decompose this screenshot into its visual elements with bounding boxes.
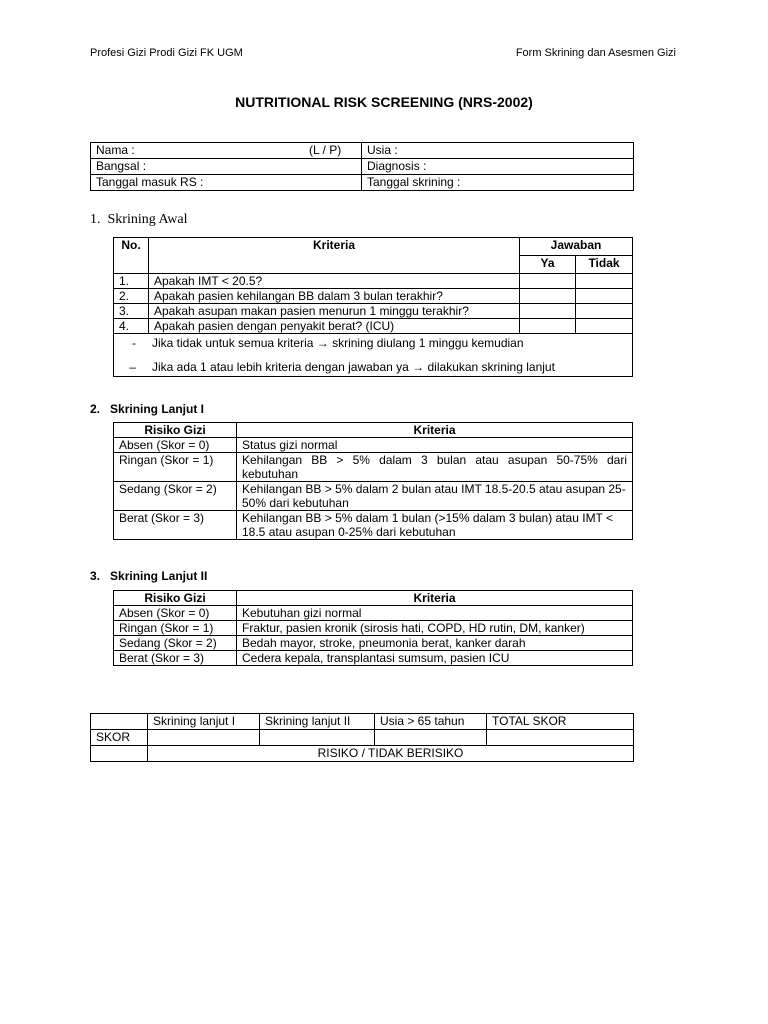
col-tidak-header: Tidak	[576, 256, 633, 274]
col-kriteria-header: Kriteria	[149, 238, 520, 274]
risk-label: Berat (Skor = 3)	[114, 651, 237, 666]
skrining-lanjut-2-table	[113, 590, 633, 666]
answer-tidak-cell[interactable]	[576, 274, 633, 289]
skor-total-cell[interactable]	[487, 730, 634, 746]
skrining-lanjut-1-table	[113, 422, 633, 540]
skor-lanjut2-cell[interactable]	[260, 730, 375, 746]
risk-label: Ringan (Skor = 1)	[114, 621, 237, 636]
usia-field[interactable]: Usia :	[362, 143, 634, 159]
answer-ya-cell[interactable]	[520, 319, 576, 334]
score-header-total: TOTAL SKOR	[487, 714, 634, 730]
risk-label: Absen (Skor = 0)	[114, 606, 237, 621]
score-corner-cell	[91, 714, 148, 730]
risk-label: Absen (Skor = 0)	[114, 438, 237, 453]
risk-criteria: Kehilangan BB > 5% dalam 1 bulan (>15% dalam 3 bulan) atau IMT < 18.5 atau asupan 0-25% dari kebutuhan	[237, 511, 633, 540]
col-jawaban-header: Jawaban	[520, 238, 633, 256]
diagnosis-field[interactable]: Diagnosis :	[362, 159, 634, 175]
result-corner-cell	[91, 746, 148, 762]
risk-result-cell[interactable]: RISIKO / TIDAK BERISIKO	[148, 746, 634, 762]
dash-bullet: –	[129, 360, 136, 374]
row-text: Apakah pasien dengan penyakit berat? (ICU)	[149, 319, 520, 334]
skor-label: SKOR	[91, 730, 148, 746]
risk-label: Sedang (Skor = 2)	[114, 636, 237, 651]
row-text: Apakah IMT < 20.5?	[149, 274, 520, 289]
risk-criteria: Kehilangan BB > 5% dalam 2 bulan atau IMT 18.5-20.5 atau asupan 25-50% dari kebutuhan	[237, 482, 633, 511]
risk-label: Ringan (Skor = 1)	[114, 453, 237, 482]
row-no: 4.	[114, 319, 149, 334]
col-no-header: No.	[114, 238, 149, 274]
score-header-lanjut2: Skrining lanjut II	[260, 714, 375, 730]
note-text: Jika tidak untuk semua kriteria → skrining diulang 1 minggu kemudian	[152, 336, 524, 350]
section1-heading	[90, 212, 188, 228]
risk-criteria: Kehilangan BB > 5% dalam 3 bulan atau asupan 50-75% dari kebutuhan	[237, 453, 633, 482]
risk-criteria: Fraktur, pasien kronik (sirosis hati, COPD, HD rutin, DM, kanker)	[237, 621, 633, 636]
row-no: 3.	[114, 304, 149, 319]
answer-tidak-cell[interactable]	[576, 304, 633, 319]
risk-criteria: Kebutuhan gizi normal	[237, 606, 633, 621]
tanggal-skrining-field[interactable]: Tanggal skrining :	[362, 175, 634, 191]
table-row	[114, 511, 633, 540]
answer-ya-cell[interactable]	[520, 304, 576, 319]
answer-tidak-cell[interactable]	[576, 289, 633, 304]
nama-field[interactable]	[91, 143, 362, 159]
skor-usia-cell[interactable]	[375, 730, 487, 746]
table-row	[114, 319, 633, 334]
header-right: Form Skrining dan Asesmen Gizi	[515, 47, 676, 59]
score-header-usia: Usia > 65 tahun	[375, 714, 487, 730]
risk-criteria: Bedah mayor, stroke, pneumonia berat, kanker darah	[237, 636, 633, 651]
table-row	[114, 651, 633, 666]
tanggal-masuk-field[interactable]: Tanggal masuk RS :	[91, 175, 362, 191]
page-title: NUTRITIONAL RISK SCREENING (NRS-2002)	[235, 94, 533, 110]
table-row	[114, 621, 633, 636]
section3-title: 3. Skrining Lanjut II	[90, 569, 208, 583]
notes-cell	[114, 334, 633, 377]
row-text: Apakah asupan makan pasien menurun 1 minggu terakhir?	[149, 304, 520, 319]
note-line	[114, 336, 632, 360]
bangsal-field[interactable]: Bangsal :	[91, 159, 362, 175]
dash-bullet: -	[132, 336, 136, 350]
table-row	[114, 274, 633, 289]
score-table	[90, 713, 634, 762]
table-row	[114, 438, 633, 453]
note-line	[114, 360, 632, 376]
nama-label: Nama :	[96, 143, 135, 157]
table-row	[114, 453, 633, 482]
answer-ya-cell[interactable]	[520, 274, 576, 289]
col-kriteria-header: Kriteria	[237, 423, 633, 438]
section1-number: 1.	[90, 212, 101, 227]
identity-table	[90, 142, 634, 191]
row-no: 1.	[114, 274, 149, 289]
table-row	[114, 606, 633, 621]
table-row	[114, 289, 633, 304]
table-row	[114, 304, 633, 319]
header-left: Profesi Gizi Prodi Gizi FK UGM	[90, 47, 243, 59]
risk-criteria: Status gizi normal	[237, 438, 633, 453]
table-row	[114, 482, 633, 511]
section2-title: 2. Skrining Lanjut I	[90, 402, 205, 416]
section1-title: Skrining Awal	[107, 212, 188, 227]
col-risiko-header: Risiko Gizi	[114, 423, 237, 438]
note-text: Jika ada 1 atau lebih kriteria dengan jawaban ya → dilakukan skrining lanjut	[152, 360, 555, 374]
col-risiko-header: Risiko Gizi	[114, 591, 237, 606]
skrining-awal-table	[113, 237, 633, 377]
table-row	[114, 636, 633, 651]
skor-lanjut1-cell[interactable]	[148, 730, 260, 746]
risk-label: Sedang (Skor = 2)	[114, 482, 237, 511]
row-text: Apakah pasien kehilangan BB dalam 3 bulan terakhir?	[149, 289, 520, 304]
gender-label: (L / P)	[309, 143, 342, 157]
answer-ya-cell[interactable]	[520, 289, 576, 304]
risk-label: Berat (Skor = 3)	[114, 511, 237, 540]
answer-tidak-cell[interactable]	[576, 319, 633, 334]
col-ya-header: Ya	[520, 256, 576, 274]
col-kriteria-header: Kriteria	[237, 591, 633, 606]
score-header-lanjut1: Skrining lanjut I	[148, 714, 260, 730]
row-no: 2.	[114, 289, 149, 304]
risk-criteria: Cedera kepala, transplantasi sumsum, pasien ICU	[237, 651, 633, 666]
